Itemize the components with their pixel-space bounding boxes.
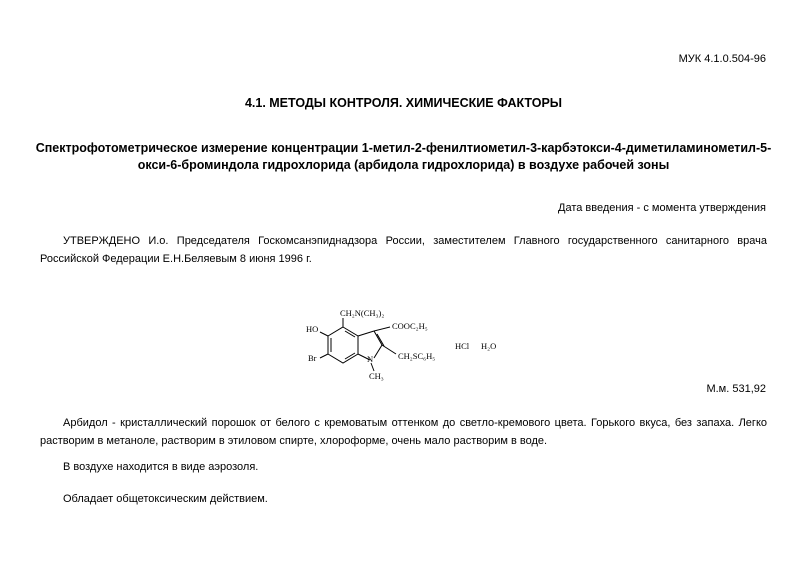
formula-h2o: H₂O [481, 341, 497, 351]
benzene-ring [328, 327, 358, 363]
formula-ho: HO [306, 324, 319, 334]
formula-ch2sc6h5: CH₂SC₆H₅ [398, 351, 436, 361]
formula-ch2n-group: CH₂N(CH₃)₂ [340, 308, 385, 318]
approval-paragraph: УТВЕРЖДЕНО И.о. Председателя Госкомсанэпиднадзора России, заместителем Главного государственного санитарного врача Российской Федерации Е.Н.Беляевым 8 июня 1996 г. [40, 235, 767, 265]
introduction-date: Дата введения - с момента утверждения [558, 202, 766, 214]
aerosol-paragraph: В воздухе находится в виде аэрозоля. [63, 461, 259, 473]
formula-br: Br [308, 353, 317, 363]
molar-mass: М.м. 531,92 [706, 383, 766, 395]
description-paragraph: Арбидол - кристаллический порошок от белого с кремоватым оттенком до светло-кремового цвета. Горького вкуса, без запаха. Легко растворим в метаноле, растворим в этиловом спирте, хлороформе, очень мало растворим в воде. [40, 417, 767, 447]
document-title: Спектрофотометрическое измерение концентрации 1-метил-2-фенилтиометил-3-карбэтокси-4-диметиламинометил-5-окси-6-броминдола гидрохлорида (арбидола гидрохлорида) в воздухе рабочей зоны [35, 141, 772, 172]
formula-ch3: CH₃ [369, 371, 384, 381]
formula-cooc2h5: COOC₂H₅ [392, 321, 428, 331]
formula-n: N [367, 354, 374, 364]
document-code: МУК 4.1.0.504-96 [678, 53, 766, 65]
section-title: 4.1. МЕТОДЫ КОНТРОЛЯ. ХИМИЧЕСКИЕ ФАКТОРЫ [244, 96, 563, 110]
toxicity-paragraph: Обладает общетоксическим действием. [63, 493, 268, 505]
formula-hcl: HCl [455, 341, 470, 351]
structural-formula [300, 305, 510, 383]
